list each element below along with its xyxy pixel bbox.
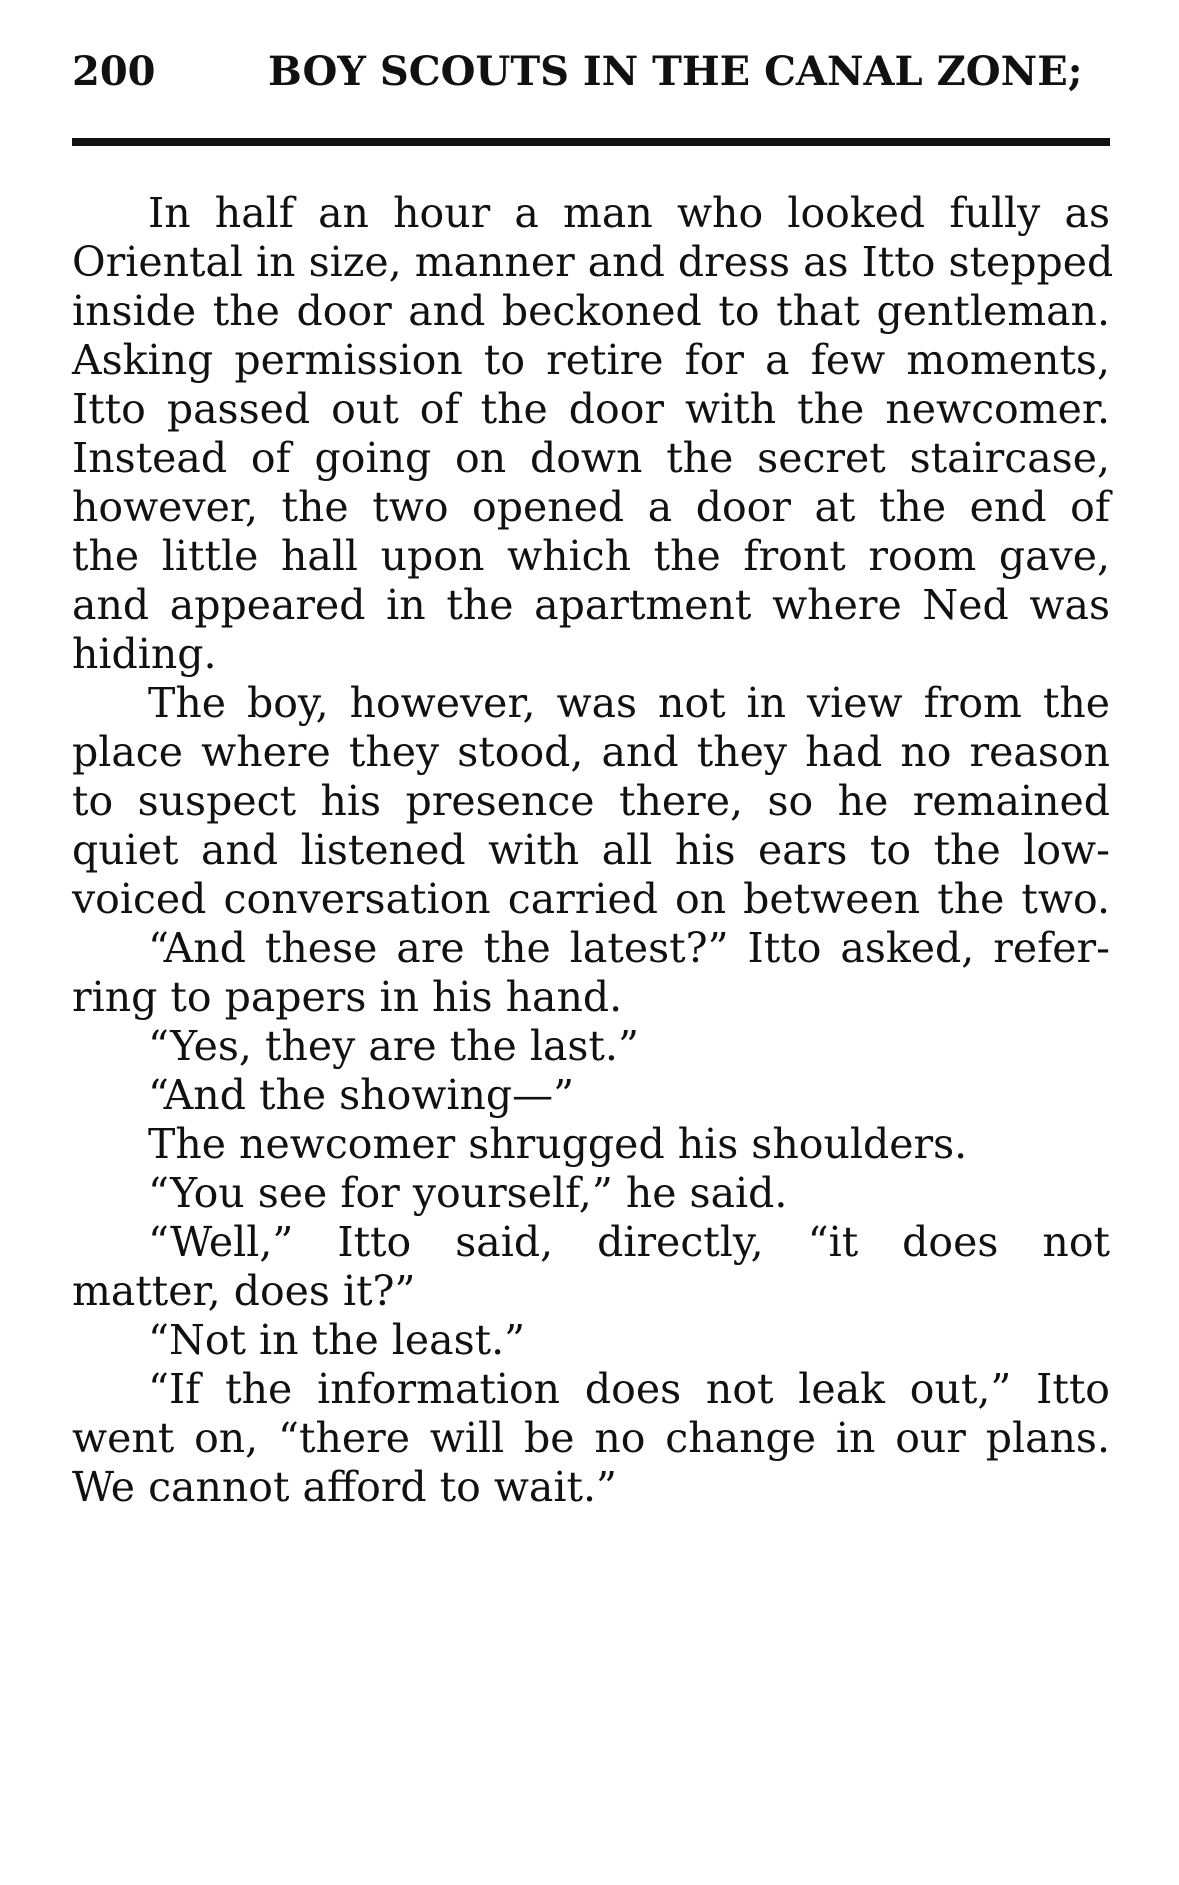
text-line: We cannot afford to wait.” bbox=[72, 1463, 617, 1511]
page-number: 200 bbox=[72, 48, 156, 95]
text-line: voiced conversation carried on between the two. bbox=[72, 875, 1110, 923]
text-line: matter, does it?” bbox=[72, 1267, 416, 1315]
text-line: inside the door and beckoned to that gentleman. bbox=[72, 287, 1110, 335]
text-line: “Yes, they are the last.” bbox=[148, 1022, 639, 1070]
text-line: “And these are the latest?” Itto asked, refer- bbox=[148, 924, 1110, 972]
text-line: “You see for yourself,” he said. bbox=[148, 1169, 788, 1217]
text-line: “Well,” Itto said, directly, “it does not bbox=[148, 1218, 1110, 1266]
text-line: Asking permission to retire for a few moments, bbox=[72, 336, 1110, 384]
text-line: Itto passed out of the door with the newcomer. bbox=[72, 385, 1110, 433]
text-line: hiding. bbox=[72, 630, 217, 678]
running-head bbox=[72, 48, 1112, 118]
text-line: The boy, however, was not in view from the bbox=[148, 679, 1110, 727]
text-line: place where they stood, and they had no reason bbox=[72, 728, 1110, 776]
text-line: In half an hour a man who looked fully as bbox=[148, 189, 1110, 237]
text-line: The newcomer shrugged his shoulders. bbox=[148, 1120, 968, 1168]
text-line: quiet and listened with all his ears to the low- bbox=[72, 826, 1110, 874]
running-title: BOY SCOUTS IN THE CANAL ZONE; bbox=[268, 48, 1083, 95]
text-line: and appeared in the apartment where Ned was bbox=[72, 581, 1110, 629]
text-line: “If the information does not leak out,” Itto bbox=[148, 1365, 1110, 1413]
text-line: the little hall upon which the front room gave, bbox=[72, 532, 1110, 580]
text-line: ring to papers in his hand. bbox=[72, 973, 623, 1021]
text-line: “And the showing—” bbox=[148, 1071, 575, 1119]
text-line: Instead of going on down the secret staircase, bbox=[72, 434, 1110, 482]
text-line: “Not in the least.” bbox=[148, 1316, 526, 1364]
text-line: to suspect his presence there, so he remained bbox=[72, 777, 1110, 825]
text-line: went on, “there will be no change in our plans. bbox=[72, 1414, 1110, 1462]
text-line: however, the two opened a door at the end of bbox=[72, 483, 1110, 531]
header-rule bbox=[72, 138, 1110, 146]
text-line: Oriental in size, manner and dress as Itto stepped bbox=[72, 238, 1114, 286]
